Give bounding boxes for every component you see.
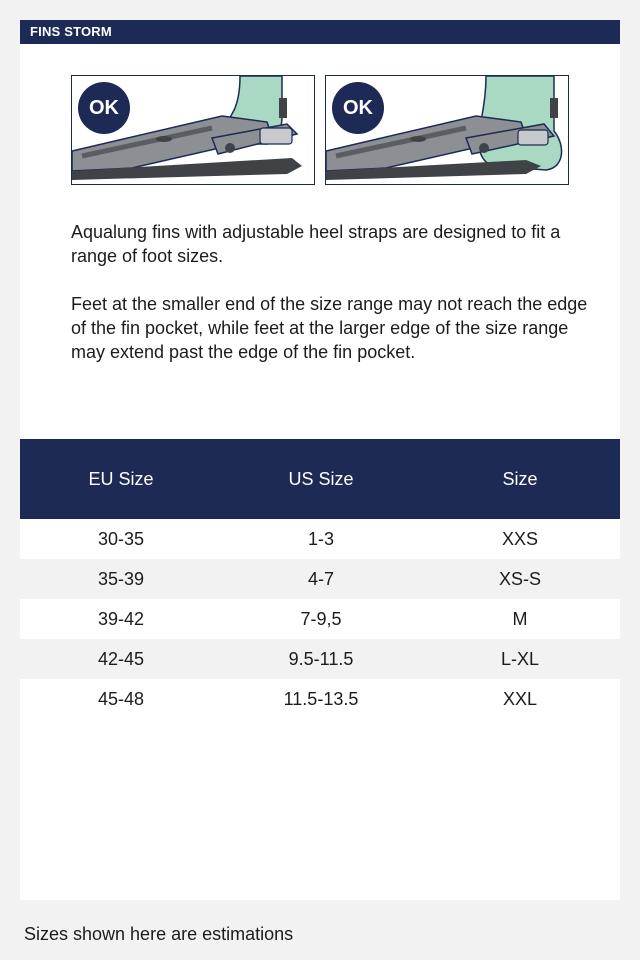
fin-fit-illustration-small bbox=[71, 75, 315, 185]
eu-size-cell: 42-45 bbox=[97, 648, 145, 669]
us-size-cell: 4-7 bbox=[307, 568, 334, 589]
fin-illustrations bbox=[71, 75, 571, 187]
us-size-cell: 11.5-13.5 bbox=[283, 688, 359, 709]
table-header-row bbox=[20, 439, 620, 519]
us-size-cell: 7-9,5 bbox=[300, 608, 342, 629]
size-cell: XS-S bbox=[498, 568, 541, 589]
table-row bbox=[20, 599, 620, 639]
eu-size-cell: 45-48 bbox=[97, 688, 145, 709]
description-paragraph: Aqualung fins with adjustable heel straps are designed to fit a range of foot sizes. bbox=[71, 222, 561, 266]
eu-size-cell: 39-42 bbox=[97, 608, 145, 629]
column-header-eu-size: EU Size bbox=[88, 468, 154, 489]
size-cell: L-XL bbox=[500, 648, 540, 669]
us-size-cell: 9.5-11.5 bbox=[288, 648, 354, 669]
fin-fit-illustration-large bbox=[325, 75, 569, 185]
ok-badge: OK bbox=[78, 82, 130, 134]
ok-badge: OK bbox=[332, 82, 384, 134]
table-row bbox=[20, 679, 620, 719]
us-size-cell: 1-3 bbox=[307, 528, 334, 549]
table-row bbox=[20, 519, 620, 559]
size-table bbox=[20, 439, 620, 719]
section-title: FINS STORM bbox=[20, 20, 620, 44]
eu-size-cell: 35-39 bbox=[97, 568, 145, 589]
size-cell: M bbox=[512, 608, 528, 629]
table-row bbox=[20, 559, 620, 599]
column-header-us-size: US Size bbox=[288, 468, 354, 489]
description bbox=[71, 220, 591, 388]
table-row bbox=[20, 639, 620, 679]
size-cell: XXS bbox=[501, 528, 539, 549]
eu-size-cell: 30-35 bbox=[97, 528, 145, 549]
description-paragraph: Feet at the smaller end of the size range may not reach the edge of the fin pocket, while feet at the larger edge of the size range may extend past the edge of the fin pocket. bbox=[71, 294, 588, 362]
footnote: Sizes shown here are estimations bbox=[24, 924, 294, 944]
size-guide-card bbox=[20, 20, 620, 900]
size-cell: XXL bbox=[502, 688, 538, 709]
column-header-size: Size bbox=[502, 468, 538, 489]
